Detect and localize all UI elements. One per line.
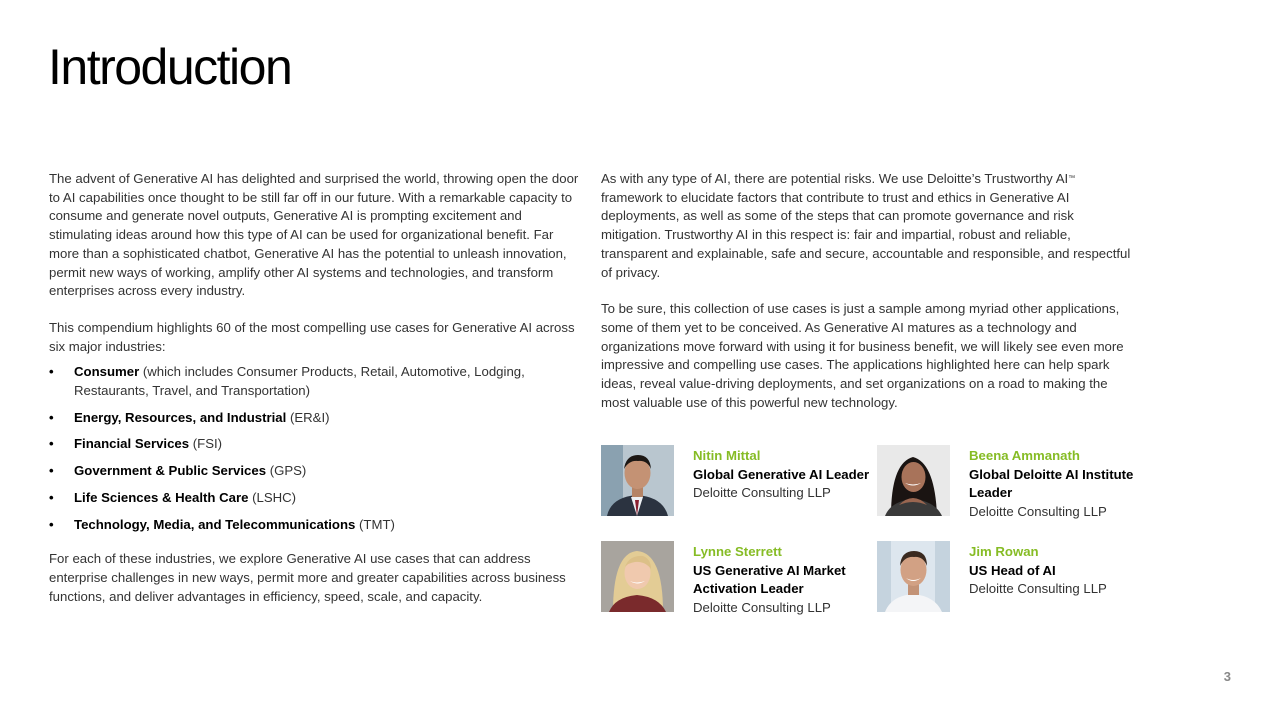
industry-detail: (LSHC) <box>248 489 297 505</box>
avatar <box>601 541 674 612</box>
industry-name: Life Sciences & Health Care <box>74 489 249 505</box>
industry-name: Consumer <box>74 364 140 380</box>
contact-company: Deloitte Consulting LLP <box>693 599 831 615</box>
contact-company: Deloitte Consulting LLP <box>969 581 1107 596</box>
avatar <box>877 445 950 516</box>
risk-paragraph <box>601 170 1136 282</box>
compendium-paragraph: This compendium highlights 60 of the most compelling use cases for Generative AI across six major industries: <box>49 319 575 354</box>
contact-info <box>969 447 1149 521</box>
list-item <box>49 409 584 428</box>
industry-list <box>49 363 584 534</box>
avatar <box>601 445 674 516</box>
intro-paragraph: The advent of Generative AI has delighted and surprised the world, throwing open the door to AI capabilities once thought to be still far off in our future. With a remarkable capacity to consume and generate novel outputs, Generative AI is prompting excitement and stimulating ideas around how this type of AI can be used for organizational benefit. Far more than a sophisticated chatbot, Generative AI has the potential to unleash innovation, permit new ways of working, amplify other AI systems and technologies, and transform enterprises across every industry. <box>49 171 579 299</box>
contact-name: Jim Rowan <box>969 544 1039 559</box>
bullet-icon: • <box>49 489 54 505</box>
outlook-paragraph: To be sure, this collection of use cases is just a sample among myriad other applications, some of them yet to be conceived. As Generative AI matures as a technology and organizations move forward with using it for business benefit, we will likely see even more impressive and compelling use cases. The applications highlighted here can help spark ideas, reveal value-driving deployments, and set organizations on a road to making the most valuable use of this powerful new technology. <box>601 301 1124 410</box>
industry-name: Energy, Resources, and Industrial <box>74 409 287 425</box>
bullet-icon: • <box>49 463 54 479</box>
risk-text-end: framework to elucidate factors that contribute to trust and ethics in Generative AI deployments, as well as some of the steps that can promote governance and risk mitigation. Trustworthy AI in this respect is: fair and impartial, robust and reliable, transparent and explainable, safe and secure, accountable and responsible, and respectful of privacy. <box>601 189 1131 280</box>
contact-info <box>693 543 873 617</box>
contact-card <box>601 541 877 615</box>
contact-role: Global Generative AI Leader <box>693 466 870 482</box>
left-column <box>49 170 584 606</box>
contact-name: Nitin Mittal <box>693 448 761 463</box>
list-item <box>49 516 584 535</box>
contact-card <box>877 445 1153 519</box>
industry-name: Financial Services <box>74 436 190 452</box>
industry-detail: (FSI) <box>189 436 223 452</box>
list-item <box>49 435 584 454</box>
industry-detail: (GPS) <box>266 463 307 479</box>
list-item <box>49 489 584 508</box>
bullet-icon: • <box>49 516 54 532</box>
trademark-mark: ™ <box>1068 175 1076 182</box>
contact-info <box>969 543 1149 599</box>
risk-text-start: As with any type of AI, there are potential risks. We use Deloitte’s Trustworthy AI <box>601 171 1069 186</box>
industry-detail: (ER&I) <box>286 409 330 425</box>
right-column <box>601 170 1136 412</box>
contact-card <box>601 445 877 519</box>
bullet-icon: • <box>49 364 54 380</box>
bullet-icon: • <box>49 436 54 452</box>
closing-paragraph: For each of these industries, we explore Generative AI use cases that can address enterprise challenges in new ways, permit more and greater capabilities across business functions, and deliver advantages in efficiency, speed, scale, and capacity. <box>49 551 566 604</box>
contact-role: Global Deloitte AI Institute Leader <box>969 466 1134 500</box>
list-item <box>49 462 584 481</box>
industry-name: Technology, Media, and Telecommunications <box>74 516 356 532</box>
contact-name: Beena Ammanath <box>969 448 1080 463</box>
industry-name: Government & Public Services <box>74 463 267 479</box>
contact-role: US Head of AI <box>969 562 1056 578</box>
industry-detail: (TMT) <box>355 516 395 532</box>
contact-company: Deloitte Consulting LLP <box>693 485 831 500</box>
contact-info <box>693 447 873 503</box>
contact-role: US Generative AI Market Activation Leader <box>693 562 846 596</box>
contact-name: Lynne Sterrett <box>693 544 782 559</box>
page-number: 3 <box>1223 669 1231 684</box>
avatar <box>877 541 950 612</box>
contact-card <box>877 541 1153 615</box>
bullet-icon: • <box>49 409 54 425</box>
contact-company: Deloitte Consulting LLP <box>969 503 1107 519</box>
contacts-grid <box>601 445 1161 625</box>
list-item <box>49 363 584 400</box>
industry-detail: (which includes Consumer Products, Retail, Automotive, Lodging, Restaurants, Travel, and Transportation) <box>74 364 525 399</box>
page-title: Introduction <box>48 39 292 95</box>
